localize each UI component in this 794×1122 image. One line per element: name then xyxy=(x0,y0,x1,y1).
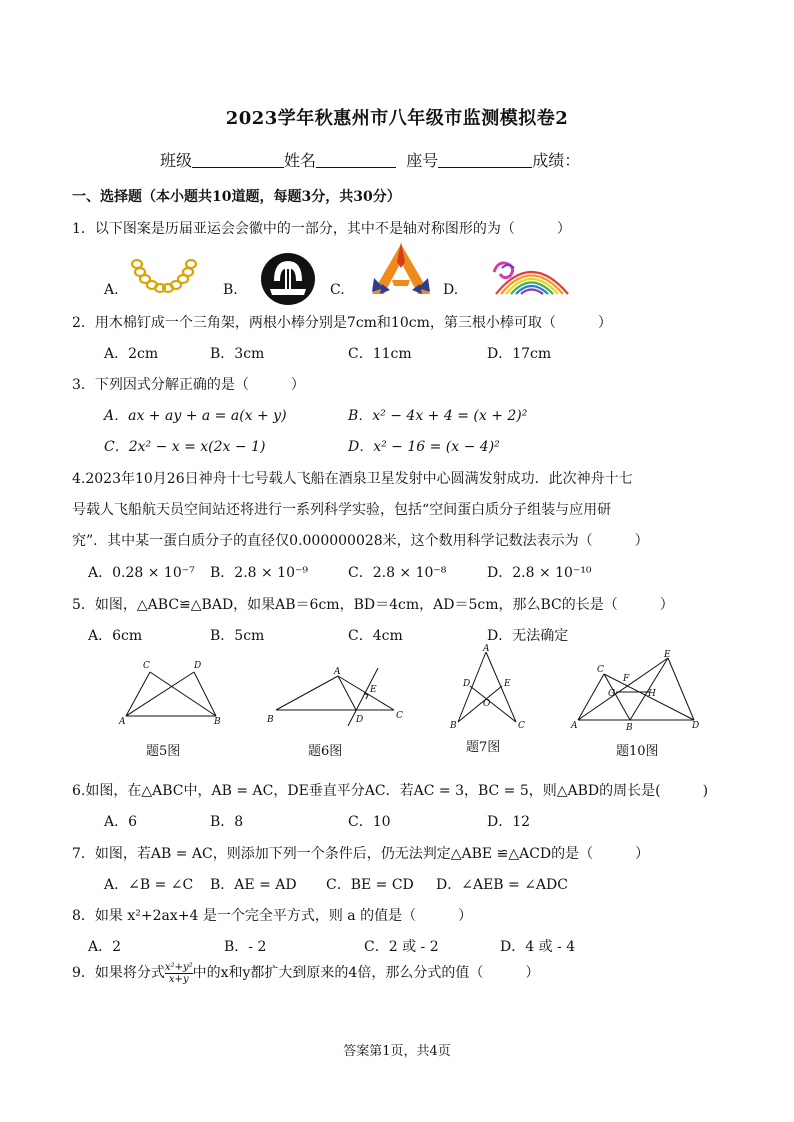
question-7-stem: 7．如图，若AB = AC，则添加下列一个条件后，仍无法判定△ABE ≌△ACD的是（ ） xyxy=(72,846,650,862)
q1-label-d: D. xyxy=(443,282,459,298)
fig6-label-a: A xyxy=(334,667,341,677)
q8-option-b[interactable]: B．- 2 xyxy=(224,939,267,955)
question-6-stem: 6.如图，在△ABC中，AB = AC，DE垂直平分AC．若AC = 3，BC = 5，则△ABD的周长是( ) xyxy=(72,783,709,799)
question-2-stem: 2．用木棉钉成一个三角架，两根小棒分别是7cm和10cm，第三根小棒可取（ ） xyxy=(72,315,612,331)
q7-option-c[interactable]: C．BE = CD xyxy=(326,877,414,893)
fig7-label-a: A xyxy=(483,644,490,654)
q7-option-d[interactable]: D．∠AEB = ∠ADC xyxy=(436,877,568,893)
q2-option-a[interactable]: A．2cm xyxy=(104,346,159,362)
q8-option-a[interactable]: A．2 xyxy=(88,939,122,955)
q9-text-before: 9．如果将分式 xyxy=(72,965,165,981)
q4-option-d[interactable]: D．2.8 × 10⁻¹⁰ xyxy=(487,565,592,581)
student-info-line xyxy=(160,148,580,171)
q6-option-b[interactable]: B．8 xyxy=(210,814,244,830)
question-1-stem: 1．以下图案是历届亚运会会徽中的一部分，其中不是轴对称图形的为（ ） xyxy=(72,221,571,237)
figure-10-caption: 题10图 xyxy=(616,744,659,759)
fig7-label-c: C xyxy=(518,721,525,730)
q5-option-a[interactable]: A．6cm xyxy=(88,628,143,644)
fig10-label-d: D xyxy=(692,721,700,731)
fig7-label-d: D xyxy=(463,679,471,689)
question-4-line-2: 号载人飞船航天员空间站还将进行一系列科学实验，包括“空间蛋白质分子组装与应用研 xyxy=(72,502,612,518)
q2-option-d[interactable]: D．17cm xyxy=(487,346,552,362)
question-4-line-3: 究”．其中某一蛋白质分子的直径仅0.000000028米，这个数用科学记数法表示为（ ） xyxy=(72,533,649,549)
emblem-d-rainbow[interactable] xyxy=(488,254,574,296)
fig10-label-f: F xyxy=(623,674,630,684)
q3-option-d[interactable]: D．x² − 16 = (x − 4)² xyxy=(348,439,500,455)
figure-7-caption: 题7图 xyxy=(466,740,501,755)
class-blank[interactable] xyxy=(192,151,284,168)
fig10-label-h: H xyxy=(648,689,656,699)
q4-option-b[interactable]: B．2.8 × 10⁻⁹ xyxy=(210,565,308,581)
question-5-stem: 5．如图，△ABC≌△BAD，如果AB＝6cm，BD＝4cm，AD＝5cm，那么BC的长是（ ） xyxy=(72,597,674,613)
figure-6-caption: 题6图 xyxy=(308,744,343,759)
q8-option-d[interactable]: D．4 或 - 4 xyxy=(500,939,576,955)
fig6-label-d: D xyxy=(356,715,364,725)
q7-option-b[interactable]: B．AE = AD xyxy=(210,877,297,893)
q2-option-c[interactable]: C．11cm xyxy=(348,346,412,362)
name-label: 姓名 xyxy=(284,151,317,170)
q1-label-b: B. xyxy=(223,282,238,298)
q3-option-b[interactable]: B．x² − 4x + 4 = (x + 2)² xyxy=(348,408,528,424)
fig10-label-a: A xyxy=(571,721,578,731)
q2-option-b[interactable]: B．3cm xyxy=(210,346,265,362)
question-9-stem xyxy=(72,960,539,986)
figure-7 xyxy=(446,644,532,730)
q9-fraction-denominator: x+y xyxy=(168,973,189,985)
fig6-label-b: B xyxy=(267,715,274,725)
q1-label-a: A. xyxy=(104,282,119,298)
fig10-label-c: C xyxy=(597,665,604,675)
fig7-label-b: B xyxy=(450,721,457,730)
q6-option-d[interactable]: D．12 xyxy=(487,814,531,830)
seat-blank[interactable] xyxy=(438,151,532,168)
fig10-label-e: E xyxy=(664,650,671,660)
figure-5 xyxy=(116,656,228,728)
q9-fraction-numerator: x²+y² xyxy=(164,961,193,973)
q5-option-b[interactable]: B．5cm xyxy=(210,628,265,644)
fig7-label-e: E xyxy=(504,679,511,689)
emblem-c-letter-a[interactable] xyxy=(368,242,434,298)
fig10-label-b: B xyxy=(626,723,633,732)
q9-fraction xyxy=(165,962,193,985)
figure-6 xyxy=(262,664,410,728)
q9-text-after: 中的x和y都扩大到原来的4倍，那么分式的值（ ） xyxy=(192,965,540,981)
q7-option-a[interactable]: A．∠B = ∠C xyxy=(104,877,194,893)
fig5-label-c: C xyxy=(143,661,150,671)
question-8-stem: 8．如果 x²+2ax+4 是一个完全平方式，则 a 的值是（ ） xyxy=(72,908,473,924)
question-3-stem: 3．下列因式分解正确的是（ ） xyxy=(72,377,305,393)
emblem-a-rings[interactable] xyxy=(128,256,200,300)
page-title: 2023学年秋惠州市八年级市监测模拟卷2 xyxy=(225,108,569,129)
fig7-label-o: O xyxy=(483,699,491,709)
q8-option-c[interactable]: C．2 或 - 2 xyxy=(364,939,439,955)
q3-option-a[interactable]: A．ax + ay + a = a(x + y) xyxy=(104,408,287,424)
q6-option-c[interactable]: C．10 xyxy=(348,814,391,830)
q5-option-c[interactable]: C．4cm xyxy=(348,628,403,644)
figure-5-caption: 题5图 xyxy=(146,744,181,759)
q4-option-c[interactable]: C．2.8 × 10⁻⁸ xyxy=(348,565,447,581)
q5-option-d[interactable]: D．无法确定 xyxy=(487,628,569,644)
fig5-label-d: D xyxy=(194,661,202,671)
q4-option-a[interactable]: A．0.28 × 10⁻⁷ xyxy=(88,565,195,581)
question-4-line-1: 4.2023年10月26日神舟十七号载人飞船在酒泉卫星发射中心圆满发射成功．此次神舟十七 xyxy=(72,471,633,487)
emblem-b-circle[interactable] xyxy=(258,251,318,307)
figure-10 xyxy=(568,648,704,732)
q1-label-c: C. xyxy=(330,282,345,298)
score-label: 成绩： xyxy=(532,151,581,170)
class-label: 班级 xyxy=(160,151,193,170)
fig5-label-b: B xyxy=(214,717,221,727)
seat-label: 座号 xyxy=(406,151,439,170)
section-heading: 一、选择题（本小题共10道题，每题3分，共30分） xyxy=(72,189,401,205)
q3-option-c[interactable]: C．2x² − x = x(2x − 1) xyxy=(104,439,266,455)
q6-option-a[interactable]: A．6 xyxy=(104,814,138,830)
name-blank[interactable] xyxy=(316,151,396,168)
fig10-label-g: G xyxy=(608,689,616,699)
fig6-label-e: E xyxy=(370,685,377,695)
fig5-label-a: A xyxy=(119,717,126,727)
fig6-label-c: C xyxy=(396,711,403,721)
page-footer: 答案第1页，共4页 xyxy=(343,1044,451,1059)
